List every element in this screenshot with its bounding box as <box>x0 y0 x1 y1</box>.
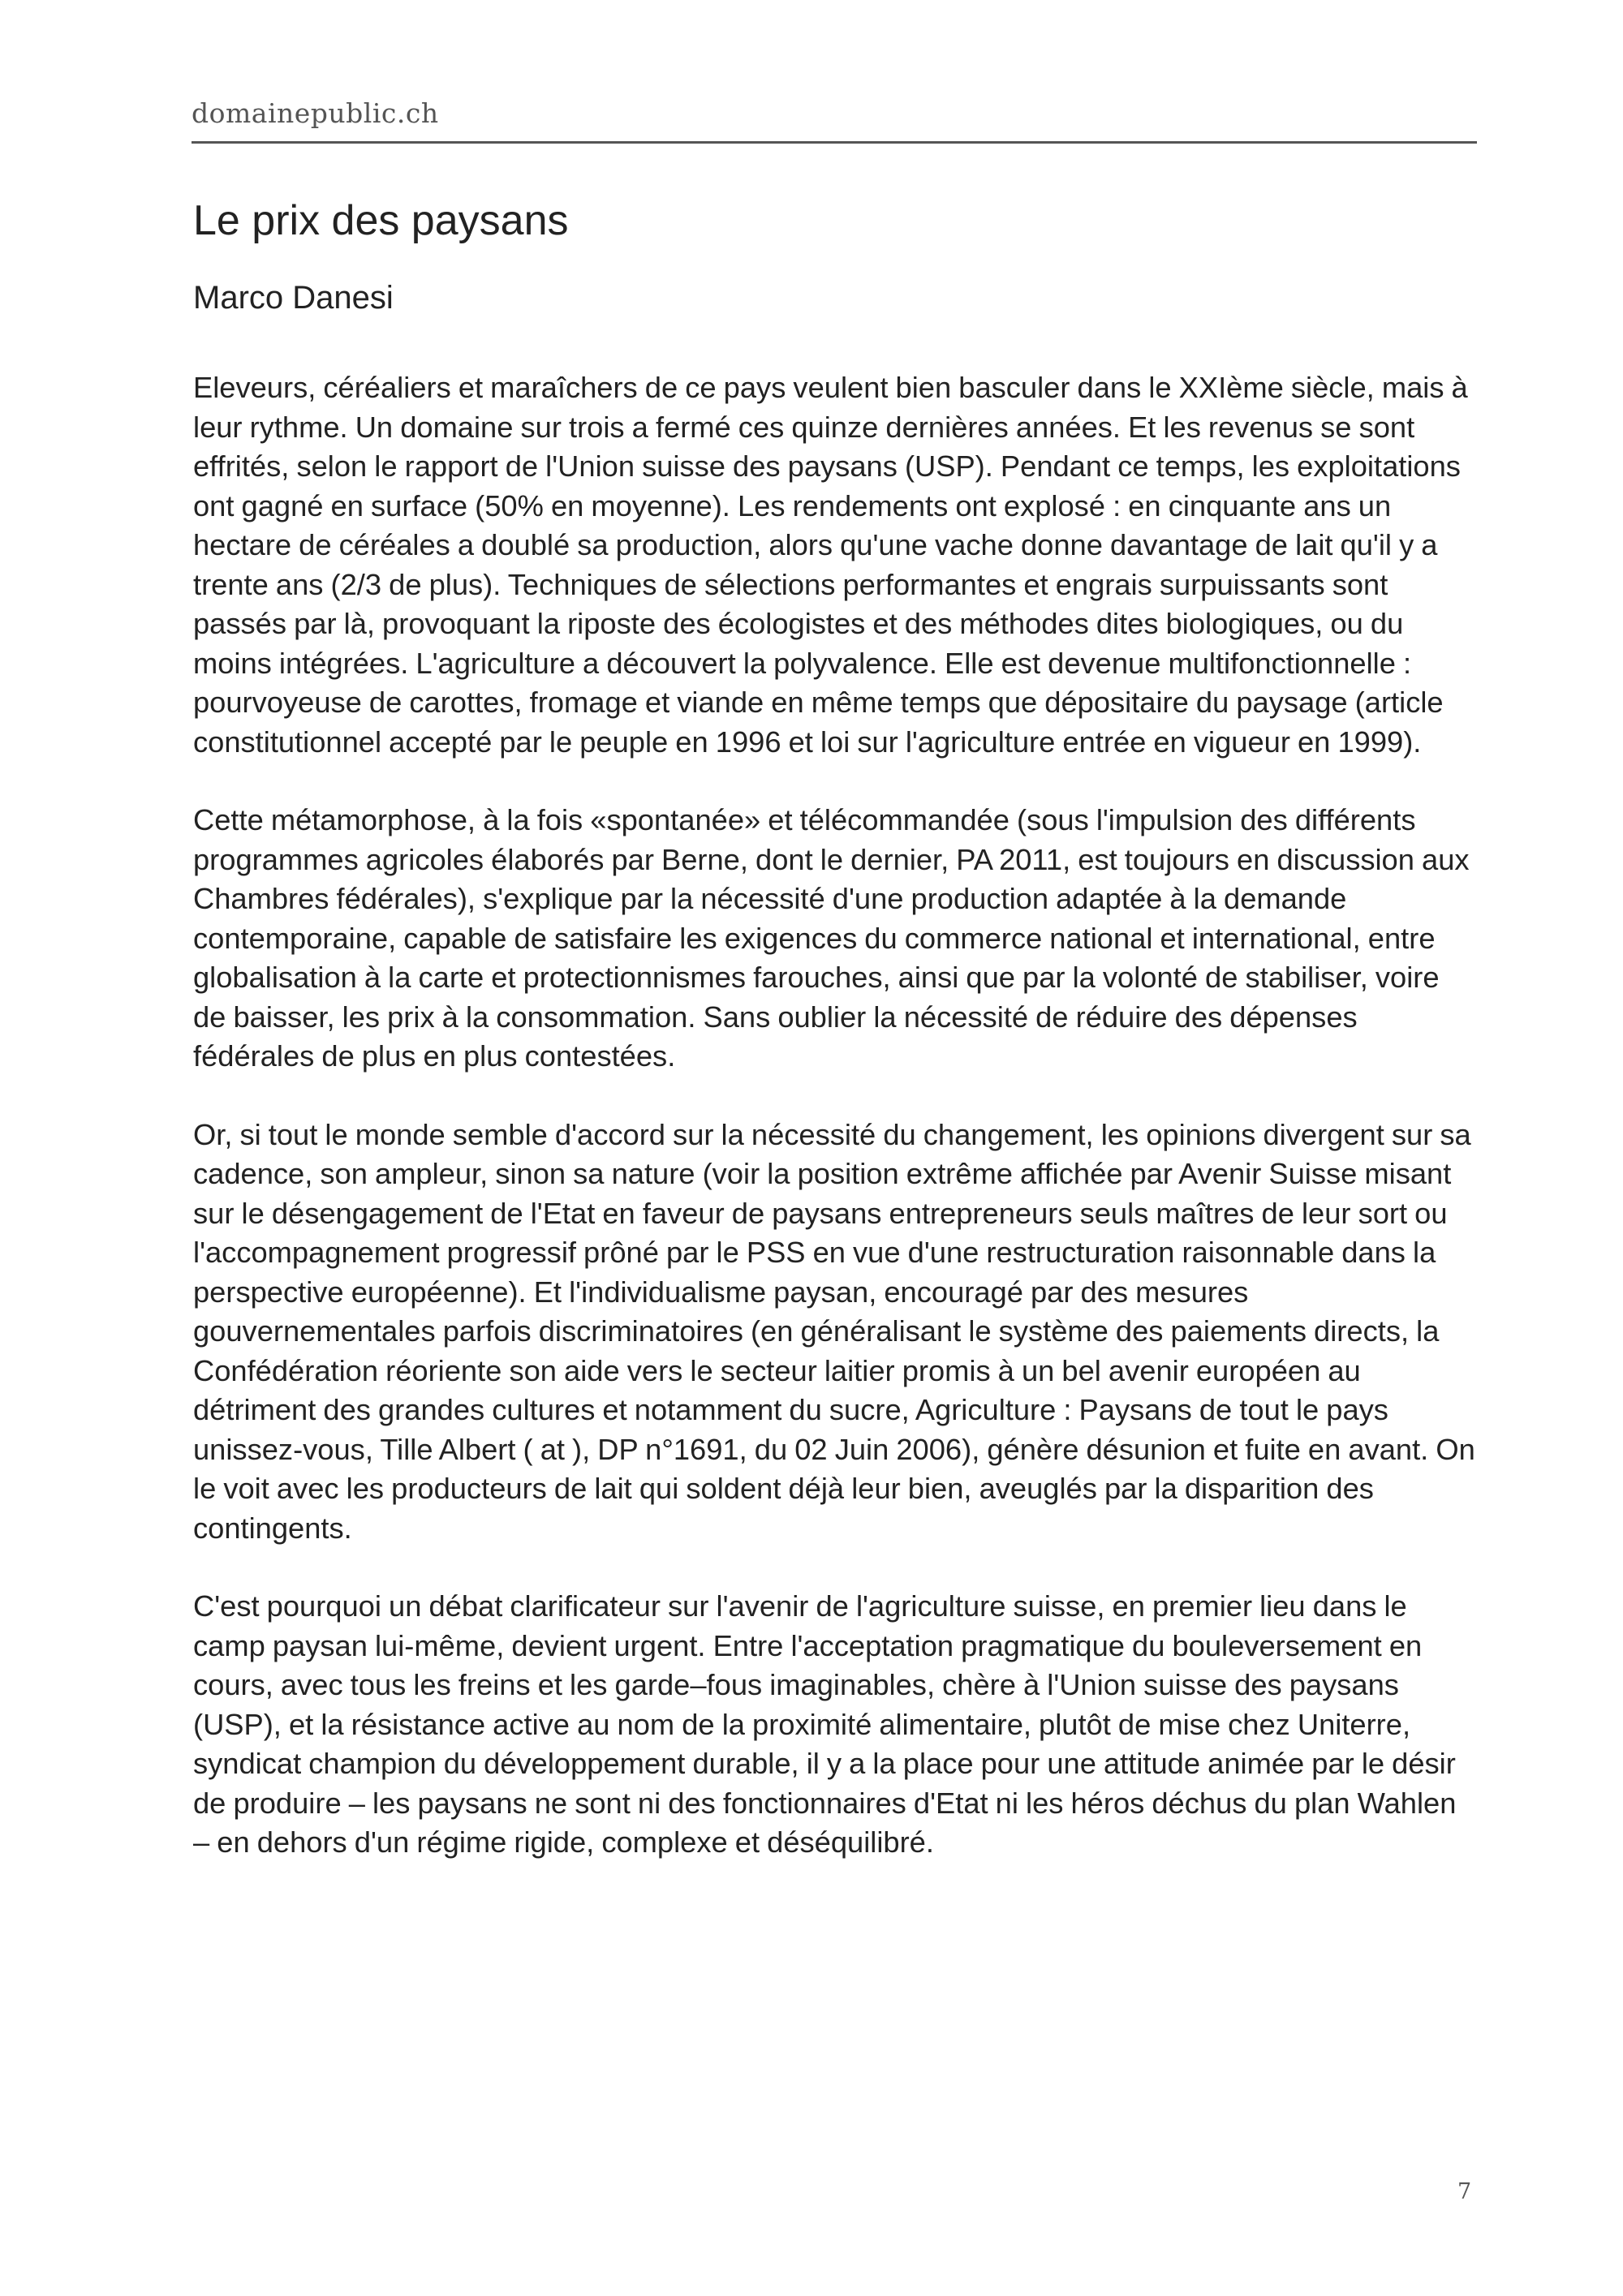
article-author: Marco Danesi <box>193 280 394 316</box>
paragraph: Or, si tout le monde semble d'accord sur la nécessité du changement, les opinions divergent sur sa cadence, son ampleur, sinon sa nature (voir la position extrême affichée par Avenir Suisse misant sur le désengagement de l'Etat en faveur de paysans entrepreneurs seuls maîtres de leur sort ou l'accompagnement progressif prôné par le PSS en vue d'une restructuration raisonnable dans la perspective européenne). Et l'individualisme paysan, encouragé par des mesures gouvernementales parfois discriminatoires (en généralisant le système des paiements directs, la Confédération réoriente son aide vers le secteur laitier promis à un bel avenir européen au détriment des grandes cultures et notamment du sucre, Agriculture : Paysans de tout le pays unissez-vous, Tille Albert ( at ), DP n°1691, du 02 Juin 2006), génère désunion et fuite en avant. On le voit avec les producteurs de lait qui soldent déjà leur bien, aveuglés par la disparition des contingents. <box>193 1117 1475 1545</box>
article <box>193 188 1479 1902</box>
paragraph: Cette métamorphose, à la fois «spontanée» et télécommandée (sous l'impulsion des différents programmes agricoles élaborés par Berne, dont le dernier, PA 2011, est toujours en discussion aux Chambres fédérales), s'explique par la nécessité d'une production adaptée à la demande contemporaine, capable de satisfaire les exigences du commerce national et international, entre globalisation à la carte et protectionnismes farouches, ainsi que par la volonté de stabiliser, voire de baisser, les prix à la consommation. Sans oublier la nécessité de réduire des dépenses fédérales de plus en plus contestées. <box>193 803 1470 1073</box>
article-body <box>193 368 1479 1863</box>
site-name: domainepublic.ch <box>192 97 439 129</box>
paragraph: Eleveurs, céréaliers et maraîchers de ce pays veulent bien basculer dans le XXIème siècle, mais à leur rythme. Un domaine sur trois a fermé ces quinze dernières années. Et les revenus se sont effrités, selon le rapport de l'Union suisse des paysans (USP). Pendant ce temps, les exploitations ont gagné en surface (50% en moyenne). Les rendements ont explosé : en cinquante ans un hectare de céréales a doublé sa production, alors qu'une vache donne davantage de lait qu'il y a trente ans (2/3 de plus). Techniques de sélections performantes et engrais surpuissants sont passés par là, provoquant la riposte des écologistes et des méthodes dites biologiques, ou du moins intégrées. L'agriculture a découvert la polyvalence. Elle est devenue multifonctionnelle : pourvoyeuse de carottes, fromage et viande en même temps que dépositaire du paysage (article constitutionnel accepté par le peuple en 1996 et loi sur l'agriculture entrée en vigueur en 1999). <box>193 371 1468 759</box>
paragraph: C'est pourquoi un débat clarificateur sur l'avenir de l'agriculture suisse, en premier lieu dans le camp paysan lui-même, devient urgent. Entre l'acceptation pragmatique du bouleversement en cours, avec tous les freins et les garde–fous imaginables, chère à l'Union suisse des paysans (USP), et la résistance active au nom de la proximité alimentaire, plutôt de mise chez Uniterre, syndicat champion du développement durable, il y a la place pour une attitude animée par le désir de produire – les paysans ne sont ni des fonctionnaires d'Etat ni les héros déchus du plan Wahlen – en dehors d'un régime rigide, complexe et déséquilibré. <box>193 1589 1457 1859</box>
page-header <box>192 96 1477 144</box>
article-title: Le prix des paysans <box>193 197 569 244</box>
page-number: 7 <box>1457 2179 1472 2204</box>
